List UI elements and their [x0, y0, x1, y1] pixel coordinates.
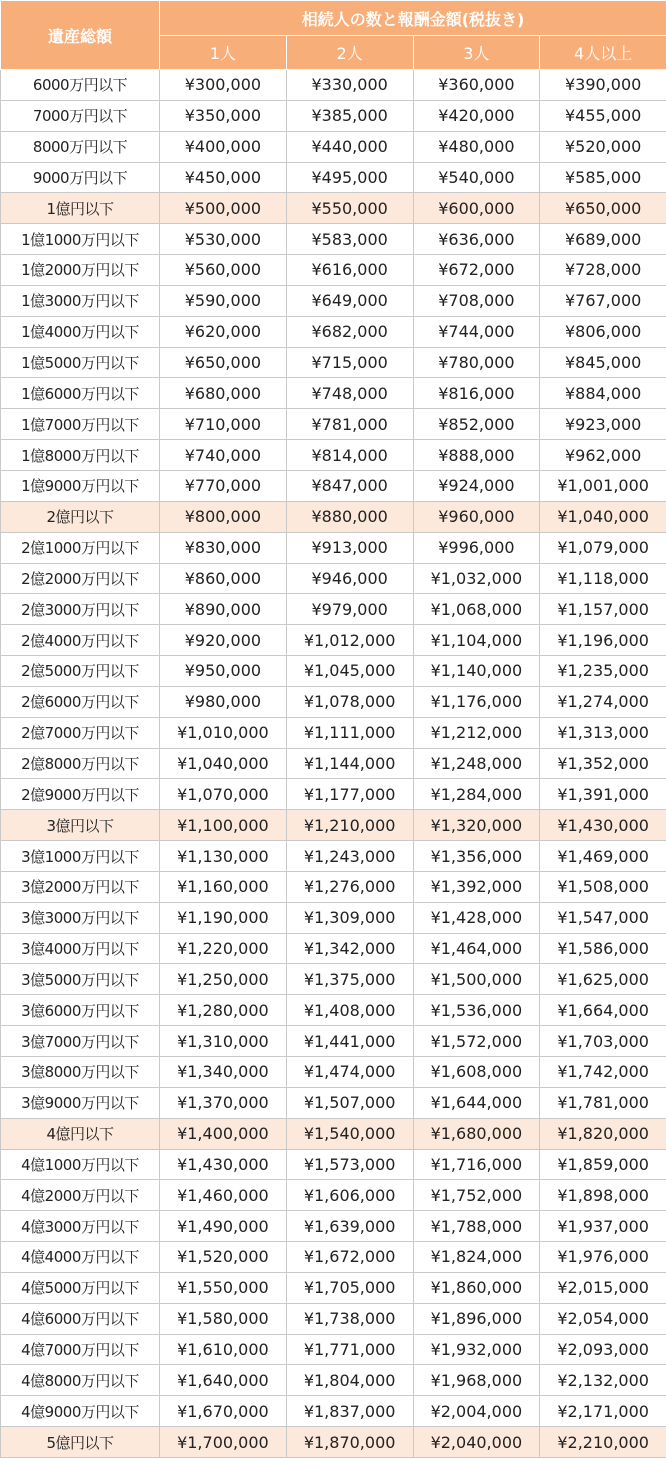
fee-cell: ¥1,274,000 — [540, 686, 666, 717]
fee-cell: ¥1,976,000 — [540, 1242, 666, 1273]
fee-cell: ¥1,356,000 — [413, 841, 540, 872]
table-row — [1, 162, 666, 193]
table-row — [1, 964, 666, 995]
fee-cell: ¥847,000 — [286, 470, 413, 501]
fee-cell: ¥880,000 — [286, 501, 413, 532]
fee-cell: ¥1,408,000 — [286, 995, 413, 1026]
table-row — [1, 995, 666, 1026]
estate-amount-cell: 4億円以下 — [1, 1118, 160, 1149]
estate-amount-cell: 1億1000万円以下 — [1, 224, 160, 255]
estate-amount-cell: 2億5000万円以下 — [1, 656, 160, 687]
fee-cell: ¥330,000 — [286, 70, 413, 101]
fee-cell: ¥860,000 — [160, 563, 287, 594]
fee-cell: ¥1,391,000 — [540, 779, 666, 810]
fee-cell: ¥1,469,000 — [540, 841, 666, 872]
fee-cell: ¥1,012,000 — [286, 625, 413, 656]
estate-amount-cell: 2億1000万円以下 — [1, 532, 160, 563]
fee-cell: ¥1,824,000 — [413, 1242, 540, 1273]
fee-cell: ¥2,210,000 — [540, 1427, 666, 1458]
header-row-top — [1, 1, 666, 36]
table-row — [1, 841, 666, 872]
fee-cell: ¥888,000 — [413, 440, 540, 471]
fee-cell: ¥979,000 — [286, 594, 413, 625]
fee-cell: ¥583,000 — [286, 224, 413, 255]
estate-amount-cell: 3億9000万円以下 — [1, 1087, 160, 1118]
table-row — [1, 1211, 666, 1242]
table-row — [1, 625, 666, 656]
fee-cell: ¥350,000 — [160, 100, 287, 131]
estate-amount-cell: 1億2000万円以下 — [1, 255, 160, 286]
fee-cell: ¥1,898,000 — [540, 1180, 666, 1211]
heir-count-header: 2人 — [286, 36, 413, 70]
table-row — [1, 501, 666, 532]
estate-amount-cell: 6000万円以下 — [1, 70, 160, 101]
estate-amount-cell: 4億9000万円以下 — [1, 1396, 160, 1427]
fee-cell: ¥1,010,000 — [160, 717, 287, 748]
fee-cell: ¥923,000 — [540, 409, 666, 440]
fee-cell: ¥1,640,000 — [160, 1365, 287, 1396]
fee-cell: ¥715,000 — [286, 347, 413, 378]
fee-cell: ¥1,392,000 — [413, 871, 540, 902]
heir-count-header: 3人 — [413, 36, 540, 70]
fee-cell: ¥1,309,000 — [286, 902, 413, 933]
fee-cell: ¥1,932,000 — [413, 1334, 540, 1365]
fee-cell: ¥744,000 — [413, 316, 540, 347]
estate-amount-cell: 1億円以下 — [1, 193, 160, 224]
fee-cell: ¥1,625,000 — [540, 964, 666, 995]
fee-cell: ¥1,507,000 — [286, 1087, 413, 1118]
table-row — [1, 1149, 666, 1180]
fee-cell: ¥1,070,000 — [160, 779, 287, 810]
fee-cell: ¥1,340,000 — [160, 1057, 287, 1088]
estate-amount-cell: 1億9000万円以下 — [1, 470, 160, 501]
fee-cell: ¥1,586,000 — [540, 933, 666, 964]
fee-cell: ¥946,000 — [286, 563, 413, 594]
fee-cell: ¥649,000 — [286, 285, 413, 316]
estate-amount-cell: 1億3000万円以下 — [1, 285, 160, 316]
estate-amount-cell: 2億3000万円以下 — [1, 594, 160, 625]
estate-amount-cell: 2億8000万円以下 — [1, 748, 160, 779]
fee-cell: ¥1,788,000 — [413, 1211, 540, 1242]
fee-cell: ¥1,190,000 — [160, 902, 287, 933]
fee-cell: ¥913,000 — [286, 532, 413, 563]
table-row — [1, 717, 666, 748]
estate-amount-cell: 3億円以下 — [1, 810, 160, 841]
fee-cell: ¥390,000 — [540, 70, 666, 101]
table-row — [1, 779, 666, 810]
table-row — [1, 1026, 666, 1057]
fee-cell: ¥1,742,000 — [540, 1057, 666, 1088]
fee-cell: ¥1,212,000 — [413, 717, 540, 748]
fee-cell: ¥740,000 — [160, 440, 287, 471]
estate-amount-cell: 4億4000万円以下 — [1, 1242, 160, 1273]
fee-cell: ¥360,000 — [413, 70, 540, 101]
fee-cell: ¥1,705,000 — [286, 1272, 413, 1303]
estate-amount-cell: 2億6000万円以下 — [1, 686, 160, 717]
fee-cell: ¥1,342,000 — [286, 933, 413, 964]
fee-cell: ¥300,000 — [160, 70, 287, 101]
fee-cell: ¥680,000 — [160, 378, 287, 409]
estate-amount-cell: 2億4000万円以下 — [1, 625, 160, 656]
fee-cell: ¥1,606,000 — [286, 1180, 413, 1211]
table-row — [1, 1427, 666, 1458]
fee-cell: ¥1,157,000 — [540, 594, 666, 625]
fee-cell: ¥1,703,000 — [540, 1026, 666, 1057]
table-row — [1, 347, 666, 378]
table-row — [1, 440, 666, 471]
estate-amount-cell: 3億5000万円以下 — [1, 964, 160, 995]
fee-cell: ¥1,672,000 — [286, 1242, 413, 1273]
fee-cell: ¥830,000 — [160, 532, 287, 563]
estate-amount-cell: 2億7000万円以下 — [1, 717, 160, 748]
fee-cell: ¥814,000 — [286, 440, 413, 471]
estate-amount-cell: 9000万円以下 — [1, 162, 160, 193]
estate-amount-cell: 3億3000万円以下 — [1, 902, 160, 933]
fee-cell: ¥1,859,000 — [540, 1149, 666, 1180]
fee-cell: ¥420,000 — [413, 100, 540, 131]
fee-cell: ¥1,428,000 — [413, 902, 540, 933]
estate-amount-cell: 3億6000万円以下 — [1, 995, 160, 1026]
table-row — [1, 378, 666, 409]
fee-cell: ¥770,000 — [160, 470, 287, 501]
fee-cell: ¥1,352,000 — [540, 748, 666, 779]
fee-cell: ¥1,177,000 — [286, 779, 413, 810]
fee-cell: ¥1,508,000 — [540, 871, 666, 902]
fee-cell: ¥530,000 — [160, 224, 287, 255]
fee-cell: ¥1,572,000 — [413, 1026, 540, 1057]
fee-cell: ¥806,000 — [540, 316, 666, 347]
fee-cell: ¥1,639,000 — [286, 1211, 413, 1242]
estate-amount-cell: 1億7000万円以下 — [1, 409, 160, 440]
fee-cell: ¥924,000 — [413, 470, 540, 501]
fee-cell: ¥1,210,000 — [286, 810, 413, 841]
estate-amount-cell: 1億8000万円以下 — [1, 440, 160, 471]
table-row — [1, 810, 666, 841]
estate-amount-cell: 3億1000万円以下 — [1, 841, 160, 872]
estate-amount-cell: 8000万円以下 — [1, 131, 160, 162]
estate-amount-cell: 1億5000万円以下 — [1, 347, 160, 378]
fee-cell: ¥2,004,000 — [413, 1396, 540, 1427]
estate-amount-cell: 1億6000万円以下 — [1, 378, 160, 409]
fee-cell: ¥500,000 — [160, 193, 287, 224]
fee-cell: ¥1,771,000 — [286, 1334, 413, 1365]
fee-cell: ¥1,490,000 — [160, 1211, 287, 1242]
fee-cell: ¥1,375,000 — [286, 964, 413, 995]
fee-cell: ¥708,000 — [413, 285, 540, 316]
fee-cell: ¥1,430,000 — [160, 1149, 287, 1180]
table-row — [1, 1334, 666, 1365]
table-row — [1, 255, 666, 286]
fee-cell: ¥852,000 — [413, 409, 540, 440]
table-row — [1, 656, 666, 687]
fee-cell: ¥1,610,000 — [160, 1334, 287, 1365]
heir-count-header: 4人以上 — [540, 36, 666, 70]
fee-cell: ¥767,000 — [540, 285, 666, 316]
fee-cell: ¥1,752,000 — [413, 1180, 540, 1211]
fee-cell: ¥1,068,000 — [413, 594, 540, 625]
table-row — [1, 285, 666, 316]
table-row — [1, 532, 666, 563]
estate-amount-cell: 3億8000万円以下 — [1, 1057, 160, 1088]
heir-count-header: 1人 — [160, 36, 287, 70]
fee-cell: ¥650,000 — [160, 347, 287, 378]
table-row — [1, 1365, 666, 1396]
fee-cell: ¥1,248,000 — [413, 748, 540, 779]
table-row — [1, 748, 666, 779]
fee-cell: ¥1,536,000 — [413, 995, 540, 1026]
table-row — [1, 1118, 666, 1149]
fee-cell: ¥540,000 — [413, 162, 540, 193]
fee-cell: ¥980,000 — [160, 686, 287, 717]
fee-cell: ¥1,160,000 — [160, 871, 287, 902]
fee-cell: ¥1,500,000 — [413, 964, 540, 995]
fee-cell: ¥2,171,000 — [540, 1396, 666, 1427]
fee-cell: ¥1,520,000 — [160, 1242, 287, 1273]
table-row — [1, 1087, 666, 1118]
fee-cell: ¥1,144,000 — [286, 748, 413, 779]
fee-cell: ¥1,547,000 — [540, 902, 666, 933]
table-row — [1, 902, 666, 933]
fee-cell: ¥710,000 — [160, 409, 287, 440]
fee-cell: ¥2,132,000 — [540, 1365, 666, 1396]
fee-cell: ¥1,111,000 — [286, 717, 413, 748]
fee-cell: ¥800,000 — [160, 501, 287, 532]
table-row — [1, 1242, 666, 1273]
fee-cell: ¥1,540,000 — [286, 1118, 413, 1149]
fee-cell: ¥1,250,000 — [160, 964, 287, 995]
fee-cell: ¥400,000 — [160, 131, 287, 162]
fee-cell: ¥1,284,000 — [413, 779, 540, 810]
fee-cell: ¥495,000 — [286, 162, 413, 193]
table-row — [1, 686, 666, 717]
fee-cell: ¥845,000 — [540, 347, 666, 378]
fee-cell: ¥748,000 — [286, 378, 413, 409]
fee-cell: ¥1,104,000 — [413, 625, 540, 656]
fee-cell: ¥480,000 — [413, 131, 540, 162]
fee-cell: ¥650,000 — [540, 193, 666, 224]
fee-cell: ¥2,054,000 — [540, 1303, 666, 1334]
fee-cell: ¥1,140,000 — [413, 656, 540, 687]
table-row — [1, 871, 666, 902]
fee-cell: ¥1,243,000 — [286, 841, 413, 872]
fee-cell: ¥385,000 — [286, 100, 413, 131]
table-header — [1, 1, 666, 70]
fee-cell: ¥450,000 — [160, 162, 287, 193]
fee-cell: ¥1,580,000 — [160, 1303, 287, 1334]
table-row — [1, 470, 666, 501]
fee-cell: ¥816,000 — [413, 378, 540, 409]
estate-amount-cell: 2億円以下 — [1, 501, 160, 532]
estate-amount-cell: 4億3000万円以下 — [1, 1211, 160, 1242]
fee-cell: ¥520,000 — [540, 131, 666, 162]
estate-amount-cell: 2億9000万円以下 — [1, 779, 160, 810]
fee-cell: ¥682,000 — [286, 316, 413, 347]
fee-cell: ¥920,000 — [160, 625, 287, 656]
heirs-group-header: 相続人の数と報酬金額(税抜き) — [160, 1, 666, 36]
fee-cell: ¥1,837,000 — [286, 1396, 413, 1427]
fee-cell: ¥689,000 — [540, 224, 666, 255]
fee-cell: ¥1,464,000 — [413, 933, 540, 964]
fee-cell: ¥1,313,000 — [540, 717, 666, 748]
estate-amount-cell: 2億2000万円以下 — [1, 563, 160, 594]
fee-cell: ¥1,320,000 — [413, 810, 540, 841]
table-row — [1, 224, 666, 255]
fee-cell: ¥1,130,000 — [160, 841, 287, 872]
table-body — [1, 70, 666, 1458]
fee-cell: ¥728,000 — [540, 255, 666, 286]
estate-amount-cell: 4億6000万円以下 — [1, 1303, 160, 1334]
fee-cell: ¥1,474,000 — [286, 1057, 413, 1088]
fee-cell: ¥1,040,000 — [160, 748, 287, 779]
fee-cell: ¥1,820,000 — [540, 1118, 666, 1149]
estate-amount-cell: 4億5000万円以下 — [1, 1272, 160, 1303]
fee-cell: ¥1,968,000 — [413, 1365, 540, 1396]
fee-cell: ¥1,550,000 — [160, 1272, 287, 1303]
estate-amount-cell: 3億4000万円以下 — [1, 933, 160, 964]
estate-amount-cell: 4億7000万円以下 — [1, 1334, 160, 1365]
fee-cell: ¥1,280,000 — [160, 995, 287, 1026]
table-row — [1, 1303, 666, 1334]
fee-cell: ¥1,040,000 — [540, 501, 666, 532]
fee-cell: ¥1,716,000 — [413, 1149, 540, 1180]
fee-cell: ¥1,045,000 — [286, 656, 413, 687]
fee-cell: ¥1,804,000 — [286, 1365, 413, 1396]
fee-cell: ¥2,040,000 — [413, 1427, 540, 1458]
table-row — [1, 1396, 666, 1427]
fee-cell: ¥1,310,000 — [160, 1026, 287, 1057]
table-row — [1, 933, 666, 964]
fee-cell: ¥1,860,000 — [413, 1272, 540, 1303]
fee-cell: ¥1,781,000 — [540, 1087, 666, 1118]
fee-cell: ¥590,000 — [160, 285, 287, 316]
fee-cell: ¥1,441,000 — [286, 1026, 413, 1057]
fee-cell: ¥1,460,000 — [160, 1180, 287, 1211]
fee-cell: ¥1,680,000 — [413, 1118, 540, 1149]
fee-cell: ¥884,000 — [540, 378, 666, 409]
fee-cell: ¥1,664,000 — [540, 995, 666, 1026]
fee-cell: ¥1,196,000 — [540, 625, 666, 656]
table-row — [1, 594, 666, 625]
fee-cell: ¥1,176,000 — [413, 686, 540, 717]
fee-cell: ¥636,000 — [413, 224, 540, 255]
fee-cell: ¥2,093,000 — [540, 1334, 666, 1365]
table-row — [1, 131, 666, 162]
estate-amount-cell: 4億2000万円以下 — [1, 1180, 160, 1211]
table-row — [1, 70, 666, 101]
estate-amount-cell: 1億4000万円以下 — [1, 316, 160, 347]
table-row — [1, 193, 666, 224]
table-row — [1, 100, 666, 131]
fee-cell: ¥672,000 — [413, 255, 540, 286]
table-row — [1, 409, 666, 440]
fee-cell: ¥962,000 — [540, 440, 666, 471]
fee-cell: ¥1,118,000 — [540, 563, 666, 594]
fee-cell: ¥1,235,000 — [540, 656, 666, 687]
estate-amount-cell: 3億7000万円以下 — [1, 1026, 160, 1057]
estate-amount-cell: 5億円以下 — [1, 1427, 160, 1458]
table-row — [1, 1272, 666, 1303]
fee-cell: ¥1,738,000 — [286, 1303, 413, 1334]
fee-cell: ¥585,000 — [540, 162, 666, 193]
fee-cell: ¥1,400,000 — [160, 1118, 287, 1149]
fee-cell: ¥1,644,000 — [413, 1087, 540, 1118]
fee-cell: ¥1,430,000 — [540, 810, 666, 841]
fee-cell: ¥890,000 — [160, 594, 287, 625]
estate-amount-cell: 4億8000万円以下 — [1, 1365, 160, 1396]
fee-cell: ¥1,896,000 — [413, 1303, 540, 1334]
fee-cell: ¥560,000 — [160, 255, 287, 286]
fee-cell: ¥781,000 — [286, 409, 413, 440]
fee-cell: ¥2,015,000 — [540, 1272, 666, 1303]
table-row — [1, 1180, 666, 1211]
fee-cell: ¥620,000 — [160, 316, 287, 347]
fee-cell: ¥1,100,000 — [160, 810, 287, 841]
fee-cell: ¥1,700,000 — [160, 1427, 287, 1458]
fee-cell: ¥780,000 — [413, 347, 540, 378]
estate-amount-cell: 3億2000万円以下 — [1, 871, 160, 902]
estate-amount-cell: 7000万円以下 — [1, 100, 160, 131]
fee-cell: ¥1,573,000 — [286, 1149, 413, 1180]
fee-cell: ¥1,937,000 — [540, 1211, 666, 1242]
fee-cell: ¥1,276,000 — [286, 871, 413, 902]
fee-cell: ¥960,000 — [413, 501, 540, 532]
estate-amount-cell: 4億1000万円以下 — [1, 1149, 160, 1180]
estate-total-header: 遺産総額 — [1, 1, 160, 70]
fee-cell: ¥1,001,000 — [540, 470, 666, 501]
fee-cell: ¥455,000 — [540, 100, 666, 131]
table-row — [1, 316, 666, 347]
fee-cell: ¥1,670,000 — [160, 1396, 287, 1427]
fee-cell: ¥1,870,000 — [286, 1427, 413, 1458]
fee-cell: ¥1,220,000 — [160, 933, 287, 964]
table-row — [1, 1057, 666, 1088]
fee-cell: ¥440,000 — [286, 131, 413, 162]
fee-cell: ¥550,000 — [286, 193, 413, 224]
fee-cell: ¥1,032,000 — [413, 563, 540, 594]
fee-cell: ¥600,000 — [413, 193, 540, 224]
fee-cell: ¥1,079,000 — [540, 532, 666, 563]
fee-cell: ¥1,078,000 — [286, 686, 413, 717]
fee-cell: ¥996,000 — [413, 532, 540, 563]
fee-cell: ¥616,000 — [286, 255, 413, 286]
fee-cell: ¥1,370,000 — [160, 1087, 287, 1118]
table-row — [1, 563, 666, 594]
fee-cell: ¥950,000 — [160, 656, 287, 687]
fee-cell: ¥1,608,000 — [413, 1057, 540, 1088]
